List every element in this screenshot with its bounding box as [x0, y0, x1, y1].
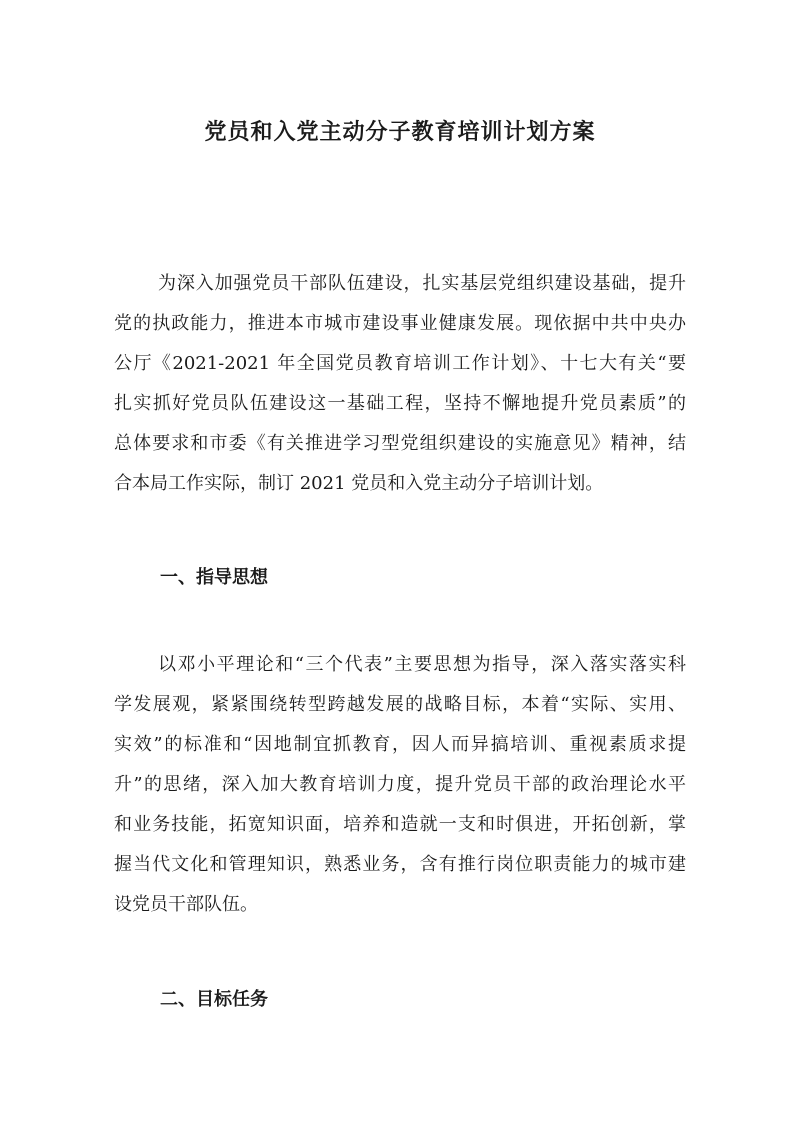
document-title: 党员和入党主动分子教育培训计划方案: [204, 118, 596, 145]
paragraph-line: 党的执政能力，推进本市城市建设事业健康发展。现依据中共中央办: [114, 313, 686, 334]
paragraph-line: 公厅《2021-2021 年全国党员教育培训工作计划》、十七大有关“要: [114, 353, 686, 374]
paragraph-line: 扎实抓好党员队伍建设这一基础工程，坚持不懈地提升党员素质”的: [114, 393, 686, 414]
intro-paragraph: [114, 264, 686, 504]
paragraph-line: 以邓小平理论和“三个代表”主要思想为指导，深入落实落实科: [158, 654, 686, 675]
paragraph-line: 学发展观，紧紧围绕转型跨越发展的战略目标，本着“实际、实用、: [114, 694, 686, 715]
section-heading-guiding-ideology: 一、指导思想: [160, 567, 268, 588]
paragraph-line: 升”的思绪，深入加大教育培训力度，提升党员干部的政治理论水平: [114, 774, 686, 795]
section-heading-goals-tasks: 二、目标任务: [160, 989, 268, 1010]
paragraph-line: 设党员干部队伍。: [114, 894, 258, 915]
paragraph-line: 实效”的标准和“因地制宜抓教育，因人而异搞培训、重视素质求提: [114, 734, 686, 755]
paragraph-line: 合本局工作实际，制订 2021 党员和入党主动分子培训计划。: [114, 473, 604, 494]
paragraph-line: 总体要求和市委《有关推进学习型党组织建设的实施意见》精神，结: [114, 433, 686, 454]
guiding-ideology-paragraph: [114, 645, 686, 925]
paragraph-line: 握当代文化和管理知识，熟悉业务，含有推行岗位职责能力的城市建: [114, 854, 686, 875]
paragraph-line: 和业务技能，拓宽知识面，培养和造就一支和时俱进，开拓创新，掌: [114, 814, 686, 835]
paragraph-line: 为深入加强党员干部队伍建设，扎实基层党组织建设基础，提升: [158, 273, 686, 294]
